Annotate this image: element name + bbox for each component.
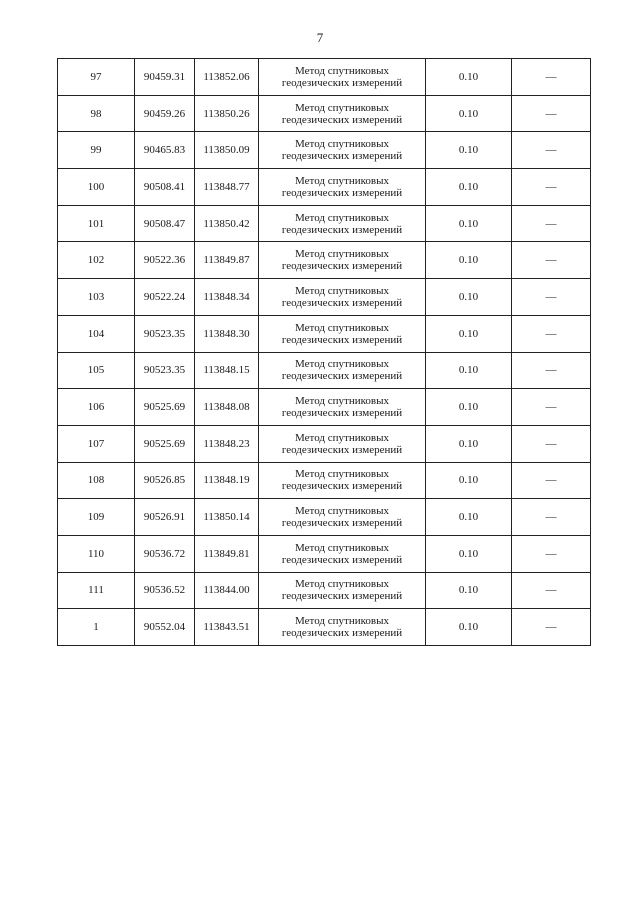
accuracy-cell: 0.10: [426, 95, 512, 132]
method-line-2: геодезических измерений: [281, 296, 403, 309]
x-coordinate-cell: 90508.41: [135, 169, 195, 206]
method-line-2: геодезических измерений: [281, 627, 403, 640]
accuracy-cell: 0.10: [426, 462, 512, 499]
method-line-2: геодезических измерений: [281, 76, 403, 89]
page-number: 7: [316, 30, 324, 45]
note-cell: —: [512, 205, 591, 242]
x-coordinate-cell: 90465.83: [135, 132, 195, 169]
method-line-1: Метод спутниковых: [295, 395, 389, 408]
point-number-cell: 101: [58, 205, 135, 242]
accuracy-cell: 0.10: [426, 389, 512, 426]
table-row: [58, 572, 591, 609]
method-line-2: геодезических измерений: [281, 443, 403, 456]
note-cell: —: [512, 425, 591, 462]
method-cell: [259, 205, 426, 242]
method-line-1: Метод спутниковых: [295, 431, 389, 444]
note-cell: —: [512, 609, 591, 646]
accuracy-cell: 0.10: [426, 425, 512, 462]
x-coordinate-cell: 90459.26: [135, 95, 195, 132]
method-cell: [259, 499, 426, 536]
x-coordinate-cell: 90536.52: [135, 572, 195, 609]
note-cell: —: [512, 535, 591, 572]
y-coordinate-cell: 113848.23: [195, 425, 259, 462]
x-coordinate-cell: 90525.69: [135, 425, 195, 462]
table-row: [58, 132, 591, 169]
method-line-2: геодезических измерений: [281, 517, 403, 530]
accuracy-cell: 0.10: [426, 205, 512, 242]
table-row: [58, 462, 591, 499]
table-row: [58, 169, 591, 206]
note-cell: —: [512, 462, 591, 499]
method-cell: [259, 462, 426, 499]
method-line-1: Метод спутниковых: [295, 248, 389, 261]
point-number-cell: 98: [58, 95, 135, 132]
method-cell: [259, 389, 426, 426]
note-cell: —: [512, 279, 591, 316]
x-coordinate-cell: 90526.91: [135, 499, 195, 536]
method-line-2: геодезических измерений: [281, 480, 403, 493]
method-line-1: Метод спутниковых: [295, 101, 389, 114]
note-cell: —: [512, 352, 591, 389]
note-cell: —: [512, 572, 591, 609]
method-line-1: Метод спутниковых: [295, 541, 389, 554]
x-coordinate-cell: 90523.35: [135, 352, 195, 389]
note-cell: —: [512, 95, 591, 132]
note-cell: —: [512, 169, 591, 206]
method-line-1: Метод спутниковых: [295, 64, 389, 77]
point-number-cell: 110: [58, 535, 135, 572]
table-row: [58, 389, 591, 426]
table-row: [58, 609, 591, 646]
note-cell: —: [512, 132, 591, 169]
accuracy-cell: 0.10: [426, 352, 512, 389]
y-coordinate-cell: 113844.00: [195, 572, 259, 609]
note-cell: —: [512, 59, 591, 96]
point-number-cell: 104: [58, 315, 135, 352]
method-line-1: Метод спутниковых: [295, 505, 389, 518]
table-row: [58, 205, 591, 242]
accuracy-cell: 0.10: [426, 132, 512, 169]
method-line-2: геодезических измерений: [281, 407, 403, 420]
method-cell: [259, 59, 426, 96]
y-coordinate-cell: 113849.87: [195, 242, 259, 279]
x-coordinate-cell: 90536.72: [135, 535, 195, 572]
y-coordinate-cell: 113843.51: [195, 609, 259, 646]
table-row: [58, 425, 591, 462]
y-coordinate-cell: 113850.42: [195, 205, 259, 242]
method-line-2: геодезических измерений: [281, 553, 403, 566]
method-line-2: геодезических измерений: [281, 260, 403, 273]
y-coordinate-cell: 113848.15: [195, 352, 259, 389]
method-cell: [259, 315, 426, 352]
method-line-1: Метод спутниковых: [295, 284, 389, 297]
x-coordinate-cell: 90552.04: [135, 609, 195, 646]
coordinates-table: [57, 58, 591, 646]
accuracy-cell: 0.10: [426, 59, 512, 96]
method-cell: [259, 169, 426, 206]
point-number-cell: 1: [58, 609, 135, 646]
x-coordinate-cell: 90525.69: [135, 389, 195, 426]
x-coordinate-cell: 90522.36: [135, 242, 195, 279]
y-coordinate-cell: 113848.19: [195, 462, 259, 499]
y-coordinate-cell: 113850.14: [195, 499, 259, 536]
table-row: [58, 315, 591, 352]
table-row: [58, 59, 591, 96]
method-line-2: геодезических измерений: [281, 150, 403, 163]
method-line-1: Метод спутниковых: [295, 138, 389, 151]
y-coordinate-cell: 113848.77: [195, 169, 259, 206]
x-coordinate-cell: 90523.35: [135, 315, 195, 352]
method-cell: [259, 242, 426, 279]
method-line-1: Метод спутниковых: [295, 321, 389, 334]
x-coordinate-cell: 90526.85: [135, 462, 195, 499]
method-line-2: геодезических измерений: [281, 186, 403, 199]
y-coordinate-cell: 113849.81: [195, 535, 259, 572]
point-number-cell: 108: [58, 462, 135, 499]
point-number-cell: 111: [58, 572, 135, 609]
table-row: [58, 352, 591, 389]
accuracy-cell: 0.10: [426, 535, 512, 572]
method-line-1: Метод спутниковых: [295, 578, 389, 591]
method-cell: [259, 95, 426, 132]
table-row: [58, 279, 591, 316]
y-coordinate-cell: 113850.09: [195, 132, 259, 169]
y-coordinate-cell: 113848.08: [195, 389, 259, 426]
point-number-cell: 99: [58, 132, 135, 169]
point-number-cell: 100: [58, 169, 135, 206]
y-coordinate-cell: 113852.06: [195, 59, 259, 96]
point-number-cell: 109: [58, 499, 135, 536]
accuracy-cell: 0.10: [426, 572, 512, 609]
table-row: [58, 499, 591, 536]
x-coordinate-cell: 90522.24: [135, 279, 195, 316]
method-line-2: геодезических измерений: [281, 590, 403, 603]
accuracy-cell: 0.10: [426, 279, 512, 316]
note-cell: —: [512, 499, 591, 536]
method-line-2: геодезических измерений: [281, 223, 403, 236]
accuracy-cell: 0.10: [426, 609, 512, 646]
method-line-1: Метод спутниковых: [295, 358, 389, 371]
method-line-1: Метод спутниковых: [295, 615, 389, 628]
table-row: [58, 95, 591, 132]
table-row: [58, 535, 591, 572]
method-line-2: геодезических измерений: [281, 370, 403, 383]
point-number-cell: 107: [58, 425, 135, 462]
y-coordinate-cell: 113848.30: [195, 315, 259, 352]
method-cell: [259, 572, 426, 609]
point-number-cell: 97: [58, 59, 135, 96]
method-cell: [259, 535, 426, 572]
note-cell: —: [512, 242, 591, 279]
y-coordinate-cell: 113848.34: [195, 279, 259, 316]
method-cell: [259, 425, 426, 462]
accuracy-cell: 0.10: [426, 499, 512, 536]
method-cell: [259, 279, 426, 316]
point-number-cell: 102: [58, 242, 135, 279]
accuracy-cell: 0.10: [426, 315, 512, 352]
method-cell: [259, 609, 426, 646]
y-coordinate-cell: 113850.26: [195, 95, 259, 132]
coordinates-table-body: [58, 59, 591, 646]
table-row: [58, 242, 591, 279]
accuracy-cell: 0.10: [426, 242, 512, 279]
x-coordinate-cell: 90459.31: [135, 59, 195, 96]
note-cell: —: [512, 315, 591, 352]
method-line-2: геодезических измерений: [281, 113, 403, 126]
accuracy-cell: 0.10: [426, 169, 512, 206]
method-line-1: Метод спутниковых: [295, 468, 389, 481]
method-line-2: геодезических измерений: [281, 333, 403, 346]
method-cell: [259, 352, 426, 389]
method-line-1: Метод спутниковых: [295, 174, 389, 187]
method-line-1: Метод спутниковых: [295, 211, 389, 224]
note-cell: —: [512, 389, 591, 426]
method-cell: [259, 132, 426, 169]
point-number-cell: 103: [58, 279, 135, 316]
x-coordinate-cell: 90508.47: [135, 205, 195, 242]
point-number-cell: 106: [58, 389, 135, 426]
point-number-cell: 105: [58, 352, 135, 389]
